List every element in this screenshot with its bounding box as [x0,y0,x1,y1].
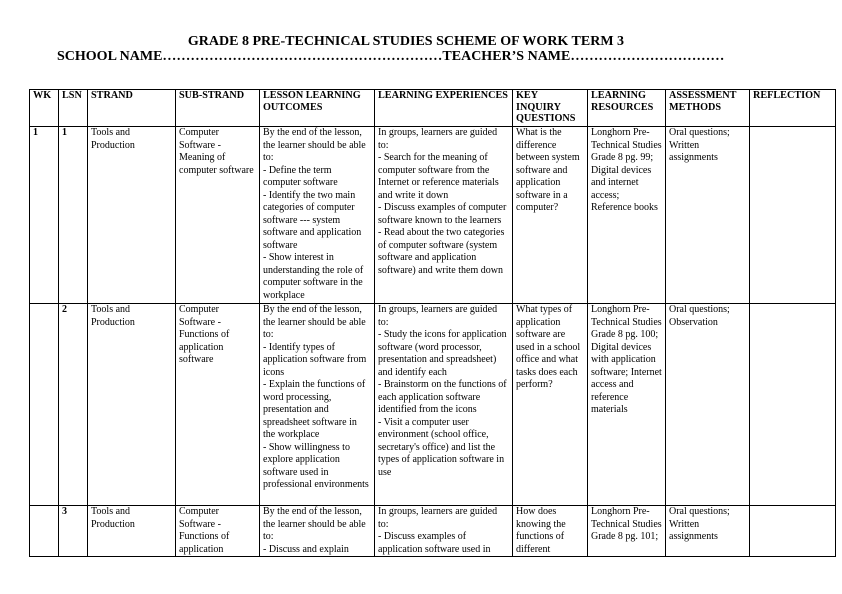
cell-assessment: Oral questions; Written assignments [666,506,750,557]
column-header-experiences: LEARNING EXPERIENCES [375,90,513,127]
column-header-sub-strand: SUB-STRAND [176,90,260,127]
cell-strand: Tools and Production [88,304,176,506]
table-row [30,127,836,304]
cell-resources: Longhorn Pre-Technical Studies Grade 8 pg. 99; Digital devices and internet access; Reference books [588,127,666,304]
cell-strand: Tools and Production [88,506,176,557]
table-row [30,304,836,506]
cell-lsn: 3 [59,506,88,557]
cell-experiences: In groups, learners are guided to: - Discuss examples of application software used in [375,506,513,557]
school-teacher-line: SCHOOL NAME……………………………………………………TEACHER’S NAME…………………………… [57,49,725,64]
cell-wk [30,304,59,506]
column-header-wk: WK [30,90,59,127]
cell-experiences: In groups, learners are guided to: - Search for the meaning of computer software from the Internet or reference materials and write it down - Discuss examples of computer software known to the learners - Read about the two categories of computer software (system software and application software) and write them down [375,127,513,304]
cell-sub-strand: Computer Software - Meaning of computer software [176,127,260,304]
cell-outcomes: By the end of the lesson, the learner should be able to: - Identify types of application software from icons - Explain the functions of word processing, presentation and spreadsheet software in the workplace - Show willingness to explore application software used in professional environments [260,304,375,506]
cell-questions: What types of application software are used in a school office and what tasks does each perform? [513,304,588,506]
cell-outcomes: By the end of the lesson, the learner should be able to: - Discuss and explain [260,506,375,557]
column-header-lsn: LSN [59,90,88,127]
cell-lsn: 2 [59,304,88,506]
column-header-questions: KEY INQUIRY QUESTIONS [513,90,588,127]
cell-sub-strand: Computer Software - Functions of application [176,506,260,557]
cell-wk: 1 [30,127,59,304]
cell-reflection [750,127,836,304]
cell-outcomes: By the end of the lesson, the learner should be able to: - Define the term computer software - Identify the two main categories of computer software --- system software and application software - Show interest in understanding the role of computer software in the workplace [260,127,375,304]
cell-assessment: Oral questions; Written assignments [666,127,750,304]
cell-reflection [750,304,836,506]
cell-questions: What is the difference between system software and application software in a computer? [513,127,588,304]
column-header-resources: LEARNING RESOURCES [588,90,666,127]
cell-resources: Longhorn Pre-Technical Studies Grade 8 pg. 100; Digital devices with application software; Internet access and reference materials [588,304,666,506]
cell-questions: How does knowing the functions of different [513,506,588,557]
cell-resources: Longhorn Pre-Technical Studies Grade 8 pg. 101; [588,506,666,557]
column-header-reflection: REFLECTION [750,90,836,127]
cell-wk [30,506,59,557]
document-title: GRADE 8 PRE-TECHNICAL STUDIES SCHEME OF WORK TERM 3 [187,34,625,49]
table-header-row [30,90,836,127]
cell-sub-strand: Computer Software - Functions of application software [176,304,260,506]
cell-strand: Tools and Production [88,127,176,304]
cell-lsn: 1 [59,127,88,304]
cell-reflection [750,506,836,557]
cell-experiences: In groups, learners are guided to: - Study the icons for application software (word processor, presentation and spreadsheet) and identify each - Brainstorm on the functions of each application software identified from the icons - Visit a computer user environment (school office, secretary's office) and list the types of application software in use [375,304,513,506]
column-header-strand: STRAND [88,90,176,127]
scheme-of-work-table [29,89,836,557]
column-header-assessment: ASSESSMENT METHODS [666,90,750,127]
column-header-outcomes: LESSON LEARNING OUTCOMES [260,90,375,127]
table-row [30,506,836,557]
cell-assessment: Oral questions; Observation [666,304,750,506]
